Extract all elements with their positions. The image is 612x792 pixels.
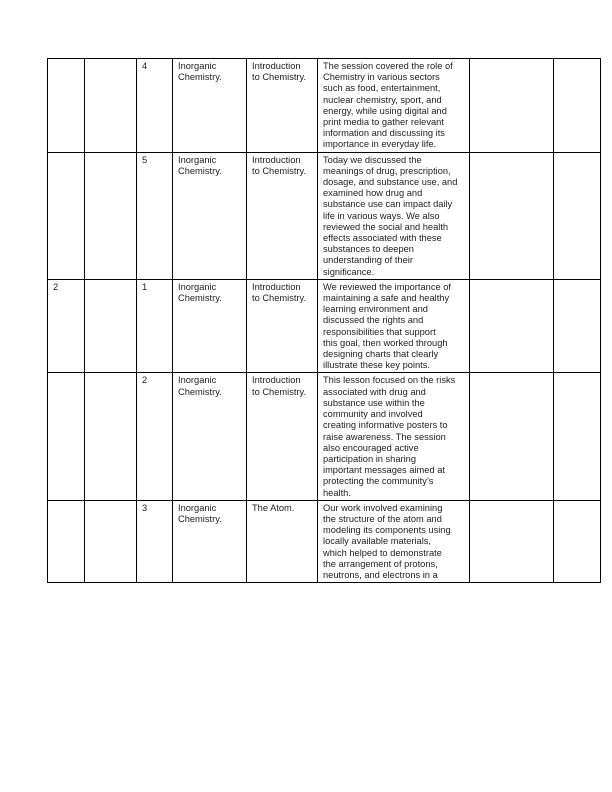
week-cell [48,501,85,582]
summary-line: also encouraged active [323,442,419,453]
lesson-number: 1 [142,281,148,292]
lesson-cell [137,59,173,152]
summary-line: importance in everyday life. [323,139,437,150]
strand-line: Inorganic [178,154,217,165]
lesson-number: 5 [142,154,148,165]
summary-cell [318,59,470,152]
strand-line: Chemistry. [178,293,222,304]
lesson-record-table [47,58,601,583]
remarks-cell [470,280,554,373]
substrand-cell [247,59,318,152]
substrand-line: to Chemistry. [252,293,307,304]
signature-cell [554,501,601,582]
table-row [48,373,601,500]
strand-line: Inorganic [178,375,217,386]
remarks-cell [470,501,554,582]
remarks-cell [470,373,554,499]
remarks-cell [470,153,554,279]
substrand-line: Introduction [252,154,301,165]
summary-line: substance use within the [323,397,425,408]
strand-cell [173,280,247,373]
summary-line: Chemistry in various sectors [323,72,440,83]
summary-line: dosage, and substance use, and [323,177,458,188]
strand-line: Inorganic [178,281,217,292]
summary-line: modeling its components using [323,525,451,536]
summary-line: maintaining a safe and healthy [323,293,450,304]
summary-line: creating informative posters to [323,420,448,431]
strand-line: Chemistry. [178,72,222,83]
substrand-cell [247,280,318,373]
summary-line: associated with drug and [323,386,426,397]
blank-cell [85,59,137,152]
summary-cell [318,280,470,373]
summary-line: We reviewed the importance of [323,281,451,292]
lesson-number: 3 [142,502,148,513]
summary-line: substance use can impact daily [323,199,453,210]
strand-cell [173,153,247,279]
remarks-cell [470,59,554,152]
signature-cell [554,153,601,279]
signature-cell [554,59,601,152]
lesson-number: 2 [142,375,148,386]
substrand-line: to Chemistry. [252,386,307,397]
summary-line: reviewed the social and health [323,221,449,232]
summary-line: the structure of the atom and [323,513,442,524]
summary-cell [318,501,470,582]
lesson-cell [137,280,173,373]
blank-cell [85,153,137,279]
summary-line: understanding of their [323,255,413,266]
summary-line: effects associated with these [323,233,442,244]
summary-line: important messages aimed at [323,465,445,476]
table-row [48,501,601,583]
substrand-line: Introduction [252,375,301,386]
strand-cell [173,501,247,582]
summary-line: participation in sharing [323,453,417,464]
blank-cell [85,501,137,582]
substrand-line: Introduction [252,281,301,292]
summary-line: significance. [323,266,375,277]
blank-cell [85,280,137,373]
strand-cell [173,373,247,499]
signature-cell [554,373,601,499]
substrand-cell [247,153,318,279]
substrand-cell [247,501,318,582]
summary-line: the arrangement of protons, [323,558,438,569]
summary-line: learning environment and [323,304,428,315]
substrand-line: to Chemistry. [252,72,307,83]
week-number: 2 [53,281,59,292]
substrand-cell [247,373,318,499]
strand-cell [173,59,247,152]
strand-line: Chemistry. [178,165,222,176]
blank-cell [85,373,137,499]
summary-line: The session covered the role of [323,61,453,71]
summary-line: health. [323,487,351,498]
summary-line: Today we discussed the [323,154,422,165]
summary-line: This lesson focused on the risks [323,375,456,386]
summary-line: locally available materials, [323,536,431,547]
summary-line: information and discussing its [323,128,445,139]
summary-line: life in various ways. We also [323,210,440,221]
summary-line: energy, while using digital and [323,105,447,116]
summary-line: this goal, then worked through [323,337,448,348]
table-row [48,59,601,153]
summary-line: neutrons, and electrons in a [323,569,438,580]
summary-line: illustrate these key points. [323,360,430,371]
lesson-cell [137,373,173,499]
summary-line: such as food, entertainment, [323,83,441,94]
summary-line: raise awareness. The session [323,431,446,442]
week-cell [48,373,85,499]
strand-line: Inorganic [178,502,217,513]
summary-line: responsibilities that support [323,326,436,337]
summary-line: substances to deepen [323,244,414,255]
signature-cell [554,280,601,373]
summary-cell [318,373,470,499]
summary-line: meanings of drug, prescription, [323,165,451,176]
substrand-line: The Atom. [252,502,295,513]
summary-cell [318,153,470,279]
summary-line: protecting the community’s [323,476,434,487]
summary-line: discussed the rights and [323,315,424,326]
substrand-line: Introduction [252,61,301,71]
week-cell [48,153,85,279]
table-row [48,280,601,374]
table-row [48,153,601,280]
summary-line: community and involved [323,409,423,420]
strand-line: Chemistry. [178,513,222,524]
summary-line: print media to gather relevant [323,117,444,128]
summary-line: examined how drug and [323,188,423,199]
summary-line: designing charts that clearly [323,349,439,360]
lesson-cell [137,501,173,582]
summary-line: which helped to demonstrate [323,547,442,558]
strand-line: Inorganic [178,61,217,71]
week-cell [48,280,85,373]
substrand-line: to Chemistry. [252,165,307,176]
lesson-cell [137,153,173,279]
summary-line: nuclear chemistry, sport, and [323,94,442,105]
lesson-number: 4 [142,61,148,71]
strand-line: Chemistry. [178,386,222,397]
week-cell [48,59,85,152]
summary-line: Our work involved examining [323,502,443,513]
